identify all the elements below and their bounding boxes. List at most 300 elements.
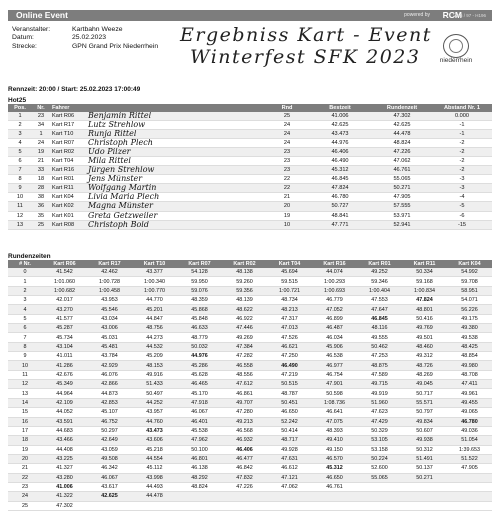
header-bar (8, 10, 492, 21)
table-cell (447, 501, 492, 510)
table-cell: 46.754 (312, 370, 357, 379)
table-cell: 46.845 (308, 175, 372, 184)
table-cell: 47.771 (308, 220, 372, 229)
table-cell: 55.571 (402, 398, 447, 407)
table-cell: 43.784 (87, 352, 132, 361)
table-cell: 24 (266, 139, 308, 148)
table-cell: 49.834 (402, 417, 447, 426)
table-cell: 47.429 (357, 417, 402, 426)
table-cell: 43.466 (42, 436, 87, 445)
table-cell: 46.401 (177, 417, 222, 426)
table-cell: 42.929 (87, 361, 132, 370)
table-cell: 45.107 (87, 408, 132, 417)
powered-by-label: powered by (404, 12, 430, 18)
table-cell: 46.076 (87, 370, 132, 379)
table-row (8, 492, 492, 501)
table-cell: 49.269 (222, 333, 267, 342)
table-cell: 49.501 (402, 333, 447, 342)
table-cell: 47.052 (312, 305, 357, 314)
table-cell: 50.451 (267, 398, 312, 407)
table-cell: 48.854 (447, 352, 492, 361)
table-cell: 45.848 (177, 314, 222, 323)
table-cell: -15 (432, 220, 492, 229)
table-cell: 0 (8, 268, 42, 277)
table-cell: 21 (8, 464, 42, 473)
table-cell: Kart T04 (50, 157, 86, 166)
table-row (8, 370, 492, 379)
table-cell: 45.112 (132, 464, 177, 473)
table-cell: 46.490 (267, 361, 312, 370)
table-cell (402, 492, 447, 501)
version-label: V3.6 / 97 - H196 (453, 13, 486, 18)
laps-header-row (8, 260, 492, 268)
table-row (8, 361, 492, 370)
table-cell: 50.462 (357, 342, 402, 351)
table-cell: 46.612 (267, 464, 312, 473)
table-cell: 24 (266, 130, 308, 139)
table-row (8, 408, 492, 417)
table-cell: 47.589 (357, 370, 402, 379)
table-cell: 46.490 (308, 157, 372, 166)
table-cell: 7 (8, 166, 32, 175)
table-cell: 46.558 (222, 361, 267, 370)
meta-label: Datum: (12, 34, 34, 42)
table-cell: 42.625 (372, 121, 432, 130)
table-cell: 44.478 (132, 492, 177, 501)
table-cell (87, 501, 132, 510)
table-cell: 47.219 (267, 370, 312, 379)
table-cell: 28 (32, 184, 50, 193)
table-cell: 47.901 (312, 380, 357, 389)
table-cell: 46.138 (177, 464, 222, 473)
table-cell: 41.577 (42, 314, 87, 323)
table-cell: Kart R17 (50, 121, 86, 130)
table-cell: 49.150 (312, 445, 357, 454)
table-cell: 41.011 (42, 352, 87, 361)
table-cell: 38 (32, 193, 50, 202)
column-header: # Nr. (8, 260, 42, 268)
table-cell: 49.380 (447, 324, 492, 333)
table-cell: 44.478 (372, 130, 432, 139)
table-cell: 41.006 (308, 112, 372, 121)
table-cell: 50.297 (87, 426, 132, 435)
table-cell: Kart R07 (50, 139, 86, 148)
meta-row-organizer (12, 26, 158, 34)
table-cell: Greta Getzweiler (86, 211, 266, 220)
table-cell (222, 492, 267, 501)
table-cell: 21 (32, 157, 50, 166)
table-cell: 49.252 (357, 268, 402, 277)
table-cell: Runja Rittel (86, 130, 266, 139)
table-cell: 48.359 (177, 296, 222, 305)
meta-value: 25.02.2023 (72, 34, 107, 42)
table-cell: 43.280 (42, 473, 87, 482)
table-cell: 47.612 (222, 380, 267, 389)
table-cell: 43.473 (308, 130, 372, 139)
table-cell: 49.455 (447, 398, 492, 407)
table-cell: 14 (8, 398, 42, 407)
table-cell: 45.628 (177, 370, 222, 379)
table-row (8, 121, 492, 130)
table-cell: 48.116 (357, 324, 402, 333)
table-cell: 47.918 (177, 398, 222, 407)
table-cell: 51.960 (357, 398, 402, 407)
table-cell: -3 (432, 175, 492, 184)
table-cell: 43.617 (87, 482, 132, 491)
table-cell: 59.346 (357, 277, 402, 286)
table-cell: 19 (266, 211, 308, 220)
table-cell: 54.071 (447, 296, 492, 305)
table-cell: 0.000 (432, 112, 492, 121)
table-cell: 48.875 (357, 361, 402, 370)
table-cell: 42.625 (87, 492, 132, 501)
table-cell: 59.708 (447, 277, 492, 286)
table-cell: Jens Münster (86, 175, 266, 184)
table-cell: 47.013 (267, 324, 312, 333)
table-cell: 55.065 (372, 175, 432, 184)
table-cell: 50.329 (357, 426, 402, 435)
table-cell: 46.842 (222, 464, 267, 473)
table-cell: 46.067 (177, 408, 222, 417)
table-cell: 46.650 (312, 473, 357, 482)
table-row (8, 473, 492, 482)
table-cell: 9 (8, 184, 32, 193)
table-cell: 46.861 (222, 389, 267, 398)
table-cell: 45.734 (42, 333, 87, 342)
table-cell: 47.526 (267, 333, 312, 342)
table-cell (447, 473, 492, 482)
column-header: Kart R17 (87, 260, 132, 268)
table-cell: 13 (8, 220, 32, 229)
table-cell: 47.253 (357, 352, 402, 361)
table-cell: 46.568 (222, 426, 267, 435)
race-info: Rennzeit: 20:00 / Start: 25.02.2023 17:00:49 (8, 86, 141, 93)
table-row (8, 157, 492, 166)
table-cell: 1:00.728 (87, 277, 132, 286)
table-cell: 43.270 (42, 305, 87, 314)
table-cell: 59.356 (222, 286, 267, 295)
table-cell: 50.416 (402, 314, 447, 323)
meta-row-date (12, 34, 158, 42)
table-cell: 43.957 (132, 408, 177, 417)
table-cell: 5 (8, 314, 42, 323)
column-header: Kart R11 (402, 260, 447, 268)
table-row (8, 436, 492, 445)
table-cell: 44.770 (132, 296, 177, 305)
table-row (8, 268, 492, 277)
table-cell: Kart K04 (50, 193, 86, 202)
table-row (8, 333, 492, 342)
table-cell: 6 (8, 324, 42, 333)
table-row (8, 220, 492, 229)
table-cell: -2 (432, 157, 492, 166)
table-cell: 49.036 (447, 426, 492, 435)
handwritten-title-line1: Ergebniss Kart - Event (180, 24, 432, 46)
table-cell: 42.017 (42, 296, 87, 305)
table-row (8, 286, 492, 295)
table-cell: 43.953 (87, 296, 132, 305)
table-cell: 12 (8, 211, 32, 220)
table-cell: 47.062 (267, 482, 312, 491)
table-cell (177, 492, 222, 501)
table-cell: 11 (8, 370, 42, 379)
table-cell: Christoph Plech (86, 139, 266, 148)
table-cell: 49.555 (357, 333, 402, 342)
table-cell: 20 (266, 202, 308, 211)
table-cell: 48.622 (222, 305, 267, 314)
table-row (8, 501, 492, 510)
table-cell: 44.683 (42, 426, 87, 435)
table-cell: 44.532 (132, 342, 177, 351)
table-cell: 48.717 (267, 436, 312, 445)
table-cell: Kart R11 (50, 184, 86, 193)
table-cell: 4 (8, 139, 32, 148)
table-cell: 46.406 (222, 445, 267, 454)
lap-times-table (8, 260, 492, 511)
table-cell: 41.286 (42, 361, 87, 370)
table-cell (357, 492, 402, 501)
table-cell: 48.153 (132, 361, 177, 370)
column-header: Rnd (266, 104, 308, 112)
table-cell: Kart T10 (50, 130, 86, 139)
table-cell: 1:00.721 (267, 286, 312, 295)
table-row (8, 175, 492, 184)
table-cell (447, 482, 492, 491)
table-cell: 1:00.340 (132, 277, 177, 286)
table-row (8, 417, 492, 426)
table-cell: 50.497 (132, 389, 177, 398)
table-cell: 23 (266, 157, 308, 166)
table-cell: 17 (8, 426, 42, 435)
table-cell: -1 (432, 130, 492, 139)
table-cell: 45.868 (177, 305, 222, 314)
column-header: Fahrer (50, 104, 266, 112)
table-cell: 59.260 (222, 277, 267, 286)
table-cell (402, 482, 447, 491)
table-row (8, 148, 492, 157)
table-cell: 50.515 (267, 380, 312, 389)
table-cell: 44.976 (308, 139, 372, 148)
table-cell: 48.269 (402, 370, 447, 379)
table-cell: 46.977 (312, 361, 357, 370)
table-cell: 34 (32, 121, 50, 130)
table-cell: 2 (8, 121, 32, 130)
table-row (8, 482, 492, 491)
column-header: Bestzeit (308, 104, 372, 112)
table-cell: 44.964 (42, 389, 87, 398)
table-cell: 3 (8, 130, 32, 139)
table-cell: Jürgen Strehlow (86, 166, 266, 175)
table-cell: 43.377 (132, 268, 177, 277)
table-cell: 33 (32, 166, 50, 175)
column-header: Kart T10 (132, 260, 177, 268)
table-cell: 44.252 (132, 398, 177, 407)
event-meta (12, 26, 158, 51)
table-cell: 22 (8, 473, 42, 482)
table-cell: 50.312 (402, 445, 447, 454)
table-cell: 24 (32, 139, 50, 148)
table-cell: 44.074 (312, 268, 357, 277)
column-header: Nr. (32, 104, 50, 112)
table-cell: 15 (8, 408, 42, 417)
table-cell: 47.302 (42, 501, 87, 510)
table-cell: Kart K01 (50, 211, 86, 220)
table-cell (357, 501, 402, 510)
table-cell: 47.317 (267, 314, 312, 323)
table-cell: 50.414 (267, 426, 312, 435)
table-cell: 44.554 (132, 454, 177, 463)
column-header: Kart R07 (177, 260, 222, 268)
table-cell: 49.538 (447, 333, 492, 342)
event-title: Online Event (16, 10, 68, 20)
table-cell: 47.282 (222, 352, 267, 361)
table-cell: 45.481 (87, 342, 132, 351)
table-cell: 25 (32, 220, 50, 229)
table-cell (312, 492, 357, 501)
table-cell: 42.676 (42, 370, 87, 379)
table-row (8, 426, 492, 435)
table-cell: 47.647 (357, 305, 402, 314)
table-cell: 44.760 (132, 417, 177, 426)
table-cell: 1 (8, 277, 42, 286)
table-cell: 50.607 (402, 426, 447, 435)
table-cell: 2 (8, 286, 42, 295)
table-cell: 47.384 (222, 342, 267, 351)
table-row (8, 352, 492, 361)
table-cell: 47.280 (222, 408, 267, 417)
table-cell: 49.961 (447, 389, 492, 398)
laps-body (8, 268, 492, 510)
table-cell: 50.727 (308, 202, 372, 211)
table-cell: 47.226 (222, 482, 267, 491)
table-cell: 46.034 (312, 333, 357, 342)
table-row (8, 166, 492, 175)
handwritten-title-line2: Winterfest SFK 2023 (190, 46, 421, 68)
laps-label: Rundenzeiten (8, 253, 51, 260)
table-cell: 48.138 (222, 268, 267, 277)
table-cell (402, 501, 447, 510)
table-cell: 24 (8, 492, 42, 501)
table-cell: 3 (8, 296, 42, 305)
table-cell: Kart R16 (50, 166, 86, 175)
table-cell: 48.393 (312, 426, 357, 435)
table-cell: 46.633 (177, 324, 222, 333)
table-row (8, 211, 492, 220)
table-cell: 48.734 (267, 296, 312, 305)
table-cell: 47.062 (372, 157, 432, 166)
table-cell: 10 (8, 361, 42, 370)
table-cell: 46.932 (222, 436, 267, 445)
table-cell: 50.797 (402, 408, 447, 417)
table-cell: 1:00.682 (42, 286, 87, 295)
table-cell: 10 (266, 220, 308, 229)
table-cell: 23 (266, 166, 308, 175)
table-cell: 6 (8, 157, 32, 166)
table-row (8, 139, 492, 148)
table-cell: 49.769 (402, 324, 447, 333)
table-cell: 46.845 (357, 314, 402, 323)
table-row (8, 112, 492, 121)
table-cell: 18 (32, 175, 50, 184)
table-cell: 46.761 (312, 482, 357, 491)
table-cell: 47.075 (312, 417, 357, 426)
table-cell: 51.522 (447, 454, 492, 463)
table-cell: 45.546 (87, 305, 132, 314)
table-cell: 43.059 (87, 445, 132, 454)
table-cell: 23 (32, 112, 50, 121)
table-cell: 47.631 (267, 454, 312, 463)
table-cell: 48.726 (402, 361, 447, 370)
table-cell: 35 (32, 211, 50, 220)
table-cell: 47.250 (267, 352, 312, 361)
heat-label: Hot25 (8, 97, 27, 104)
column-header: Kart K04 (447, 260, 492, 268)
table-cell: 46.465 (177, 380, 222, 389)
table-cell: 43.225 (42, 454, 87, 463)
table-cell: 43.591 (42, 417, 87, 426)
table-cell: 7 (8, 333, 42, 342)
table-cell: 49.707 (222, 398, 267, 407)
table-cell: 8 (8, 175, 32, 184)
table-row (8, 202, 492, 211)
table-cell: -5 (432, 202, 492, 211)
table-cell: 42.866 (87, 380, 132, 389)
table-cell: 48.708 (447, 370, 492, 379)
table-cell: 49.980 (447, 361, 492, 370)
table-cell: 44.873 (87, 389, 132, 398)
table-row (8, 130, 492, 139)
table-cell: Kart R08 (50, 220, 86, 229)
table-row (8, 305, 492, 314)
table-cell: 49.508 (87, 454, 132, 463)
table-cell: 22 (266, 175, 308, 184)
table-cell: 18 (8, 436, 42, 445)
meta-label: Strecke: (12, 42, 37, 50)
table-row (8, 445, 492, 454)
table-cell: 45.349 (42, 380, 87, 389)
table-cell: 49.938 (402, 436, 447, 445)
table-cell: 43.034 (87, 314, 132, 323)
table-cell: 46.406 (308, 148, 372, 157)
table-row (8, 389, 492, 398)
table-cell: 51.433 (132, 380, 177, 389)
table-cell: 25 (8, 501, 42, 510)
table-cell: 4 (8, 305, 42, 314)
table-cell: 47.832 (222, 473, 267, 482)
table-cell: 48.824 (372, 139, 432, 148)
table-cell: 1:08.736 (312, 398, 357, 407)
table-row (8, 380, 492, 389)
table-cell: 42.109 (42, 398, 87, 407)
table-cell: Christoph Bold (86, 220, 266, 229)
table-row (8, 398, 492, 407)
table-cell: 48.556 (222, 370, 267, 379)
column-header: Kart R01 (357, 260, 402, 268)
table-cell: 19 (32, 148, 50, 157)
table-cell: 1:00.293 (312, 277, 357, 286)
table-cell: 1:00.693 (312, 286, 357, 295)
table-cell: 41.006 (42, 482, 87, 491)
table-cell: 52.941 (372, 220, 432, 229)
table-cell: 47.411 (447, 380, 492, 389)
table-cell: 50.334 (402, 268, 447, 277)
table-cell: -1 (432, 121, 492, 130)
meta-value: GPN Grand Prix Niederrhein (72, 42, 159, 50)
table-cell: 46.067 (87, 473, 132, 482)
table-cell: 45.906 (312, 342, 357, 351)
table-cell: 48.425 (447, 342, 492, 351)
table-cell: 36 (32, 202, 50, 211)
